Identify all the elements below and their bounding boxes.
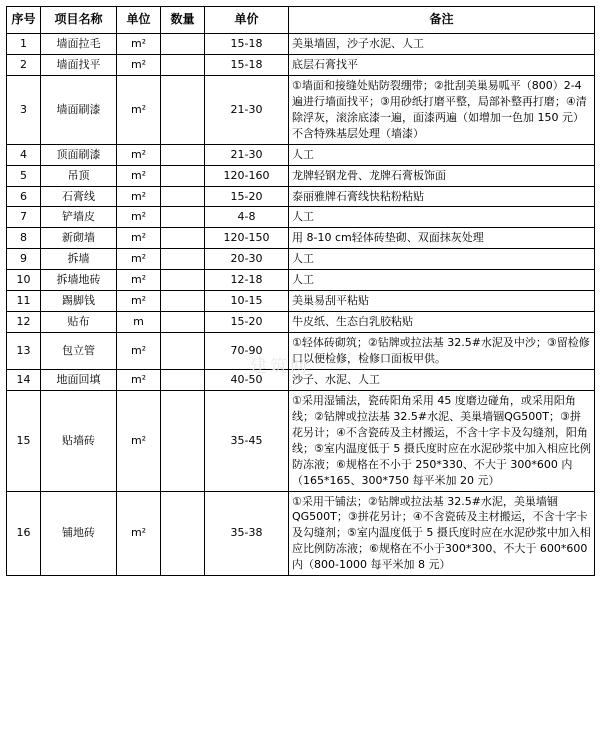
cell-no: 5 — [7, 165, 41, 186]
cell-price: 35-45 — [205, 390, 289, 491]
cell-remark: 人工 — [289, 270, 595, 291]
cell-name: 地面回填 — [41, 369, 117, 390]
cell-no: 16 — [7, 491, 41, 576]
cell-remark: 人工 — [289, 144, 595, 165]
cell-name: 墙面拉毛 — [41, 34, 117, 55]
cell-name: 贴墙砖 — [41, 390, 117, 491]
cell-remark: ①采用干铺法；②钻牌或拉法基 32.5#水泥，美巢墙锢 QG500T；③拼花另计；④不含瓷砖及主材搬运，不含十字卡及勾缝剂；⑤室内温度低于 5 摄氏度时应在水泥砂浆中加入相应比例防冻液；⑥规格在不小于300*300、不大于 600*600 内（800-1000 每平米加 8 元） — [289, 491, 595, 576]
cell-qty — [161, 390, 205, 491]
table-row — [7, 369, 595, 390]
cell-qty — [161, 34, 205, 55]
cell-no: 10 — [7, 270, 41, 291]
cell-price: 15-20 — [205, 312, 289, 333]
cell-name: 顶面刷漆 — [41, 144, 117, 165]
table-body — [7, 34, 595, 576]
cell-unit: m² — [117, 333, 161, 370]
cell-name: 墙面刷漆 — [41, 75, 117, 144]
cell-qty — [161, 75, 205, 144]
table-row — [7, 491, 595, 576]
cell-unit: m² — [117, 249, 161, 270]
cell-name: 包立管 — [41, 333, 117, 370]
cell-name: 吊顶 — [41, 165, 117, 186]
cell-no: 7 — [7, 207, 41, 228]
column-header-remark: 备注 — [289, 7, 595, 34]
table-row — [7, 312, 595, 333]
cell-price: 21-30 — [205, 75, 289, 144]
cell-price: 40-50 — [205, 369, 289, 390]
cell-no: 14 — [7, 369, 41, 390]
cell-qty — [161, 491, 205, 576]
cell-unit: m² — [117, 369, 161, 390]
cell-unit: m² — [117, 165, 161, 186]
cell-remark: ①采用湿铺法，瓷砖阳角采用 45 度磨边碰角，或采用阳角线；②钻牌或拉法基 32.5#水泥、美巢墙锢QG500T；③拼花另计；④不含瓷砖及主材搬运，不含十字卡及勾缝剂，阳角线；⑤室内温度低于 5 摄氏度时应在水泥砂浆中加入相应比例防冻液；⑥规格在不小于 250*330、不大于 300*600 内（165*165、300*750 每平米加 20 元） — [289, 390, 595, 491]
table-row — [7, 144, 595, 165]
cell-price: 120-150 — [205, 228, 289, 249]
column-header-price: 单价 — [205, 7, 289, 34]
cell-price: 70-90 — [205, 333, 289, 370]
cell-remark: 用 8-10 cm轻体砖垫砌、双面抹灰处理 — [289, 228, 595, 249]
cell-name: 墙面找平 — [41, 54, 117, 75]
price-table — [6, 6, 595, 576]
cell-unit: m² — [117, 270, 161, 291]
cell-unit: m² — [117, 491, 161, 576]
watermark: 建筑网 — [250, 357, 310, 377]
cell-price: 120-160 — [205, 165, 289, 186]
cell-remark: 龙牌轻钢龙骨、龙牌石膏板饰面 — [289, 165, 595, 186]
cell-remark: 美巢墙固，沙子水泥、人工 — [289, 34, 595, 55]
cell-name: 踢脚钱 — [41, 291, 117, 312]
cell-price: 21-30 — [205, 144, 289, 165]
cell-no: 9 — [7, 249, 41, 270]
cell-name: 拆墙地砖 — [41, 270, 117, 291]
cell-unit: m² — [117, 34, 161, 55]
cell-qty — [161, 228, 205, 249]
cell-no: 12 — [7, 312, 41, 333]
cell-remark: 底层石膏找平 — [289, 54, 595, 75]
column-header-unit: 单位 — [117, 7, 161, 34]
cell-no: 3 — [7, 75, 41, 144]
cell-unit: m² — [117, 144, 161, 165]
cell-remark: ①轻体砖砌筑；②钻牌或拉法基 32.5#水泥及中沙；③留检修口以便检修，检修口面板甲供。 — [289, 333, 595, 370]
cell-qty — [161, 165, 205, 186]
cell-remark: 泰丽雅牌石膏线快粘粉粘贴 — [289, 186, 595, 207]
cell-no: 11 — [7, 291, 41, 312]
cell-price: 10-15 — [205, 291, 289, 312]
cell-qty — [161, 186, 205, 207]
cell-no: 6 — [7, 186, 41, 207]
table-row — [7, 75, 595, 144]
cell-unit: m² — [117, 54, 161, 75]
cell-no: 15 — [7, 390, 41, 491]
cell-unit: m² — [117, 207, 161, 228]
table-row — [7, 34, 595, 55]
table-row — [7, 249, 595, 270]
cell-name: 贴布 — [41, 312, 117, 333]
cell-unit: m² — [117, 291, 161, 312]
table-row — [7, 207, 595, 228]
cell-qty — [161, 54, 205, 75]
cell-remark: 牛皮纸、生态白乳胶粘贴 — [289, 312, 595, 333]
cell-no: 13 — [7, 333, 41, 370]
table-row — [7, 291, 595, 312]
cell-price: 12-18 — [205, 270, 289, 291]
cell-remark: ①墙面和接缝处贴防裂绷带；②批刮美巢易呱平（800）2-4 遍进行墙面找平；③用砂纸打磨平整，局部补整再打磨；④清除浮灰，滚涂底漆一遍，面漆两遍（如增加一色加 150 元）不含特殊基层处理（墙漆） — [289, 75, 595, 144]
cell-qty — [161, 369, 205, 390]
cell-remark: 人工 — [289, 249, 595, 270]
column-header-name: 项目名称 — [41, 7, 117, 34]
cell-no: 2 — [7, 54, 41, 75]
cell-remark: 沙子、水泥、人工 — [289, 369, 595, 390]
cell-price: 35-38 — [205, 491, 289, 576]
cell-qty — [161, 312, 205, 333]
cell-name: 新砌墙 — [41, 228, 117, 249]
table-row — [7, 228, 595, 249]
table-header-row — [7, 7, 595, 34]
column-header-qty: 数量 — [161, 7, 205, 34]
cell-no: 8 — [7, 228, 41, 249]
cell-name: 拆墙 — [41, 249, 117, 270]
cell-remark: 人工 — [289, 207, 595, 228]
table-row — [7, 54, 595, 75]
cell-qty — [161, 270, 205, 291]
cell-name: 铲墙皮 — [41, 207, 117, 228]
table-row — [7, 390, 595, 491]
cell-unit: m² — [117, 75, 161, 144]
table-header — [7, 7, 595, 34]
cell-unit: m² — [117, 186, 161, 207]
cell-remark: 美巢易刮平粘贴 — [289, 291, 595, 312]
cell-unit: m — [117, 312, 161, 333]
cell-price: 15-20 — [205, 186, 289, 207]
table-row — [7, 186, 595, 207]
cell-price: 15-18 — [205, 34, 289, 55]
cell-price: 4-8 — [205, 207, 289, 228]
table-row — [7, 333, 595, 370]
cell-unit: m² — [117, 390, 161, 491]
table-row — [7, 270, 595, 291]
cell-price: 20-30 — [205, 249, 289, 270]
cell-name: 铺地砖 — [41, 491, 117, 576]
cell-price: 15-18 — [205, 54, 289, 75]
cell-qty — [161, 249, 205, 270]
cell-name: 石膏线 — [41, 186, 117, 207]
cell-qty — [161, 333, 205, 370]
cell-no: 1 — [7, 34, 41, 55]
cell-qty — [161, 144, 205, 165]
column-header-no: 序号 — [7, 7, 41, 34]
table-row — [7, 165, 595, 186]
cell-unit: m² — [117, 228, 161, 249]
cell-no: 4 — [7, 144, 41, 165]
cell-qty — [161, 207, 205, 228]
cell-qty — [161, 291, 205, 312]
